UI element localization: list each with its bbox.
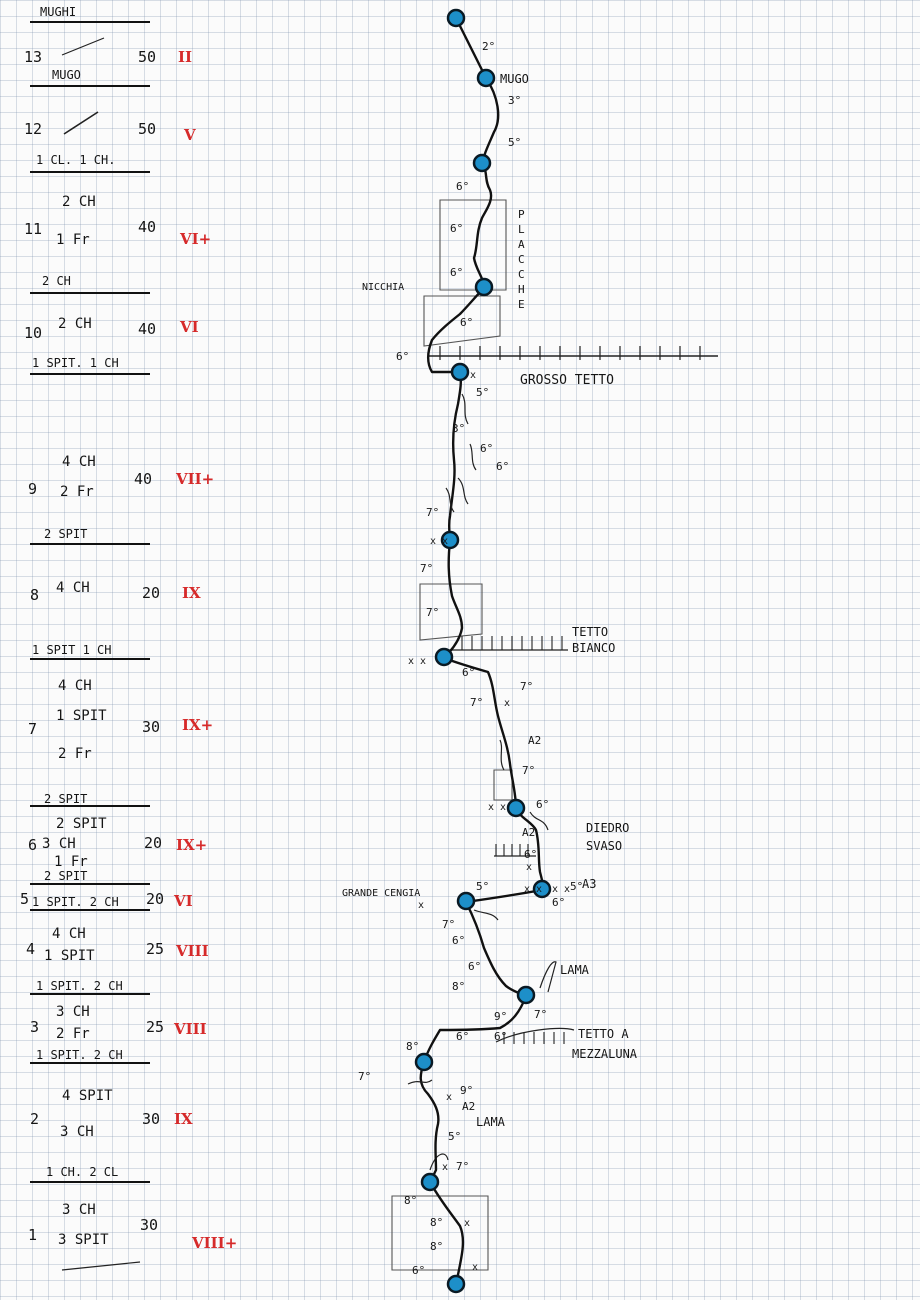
grade-label: IX — [174, 1110, 193, 1128]
belay-station[interactable] — [478, 70, 494, 86]
route-grade: 6° — [412, 1264, 426, 1277]
gear-label: 3 CH — [60, 1124, 94, 1140]
feature-labels — [342, 72, 638, 1129]
svg-text:x: x — [446, 1092, 453, 1103]
belay-station[interactable] — [422, 1174, 438, 1190]
svg-text:x x: x x — [524, 884, 543, 895]
slash-mark — [62, 38, 104, 55]
route-grade: 6° — [456, 1030, 470, 1043]
gear-label: 2 CH — [62, 194, 96, 210]
belay-label: 2 CH — [42, 274, 71, 288]
grade-label: V — [184, 126, 196, 144]
route-grade: 7° — [520, 680, 534, 693]
belay-station[interactable] — [448, 1276, 464, 1292]
placche-letter: P — [518, 208, 525, 221]
route-grade: 5° — [476, 386, 490, 399]
belay-label: MUGHI — [40, 5, 77, 19]
gear-label: 3 CH — [62, 1202, 96, 1218]
route-grade: 5° — [508, 136, 522, 149]
route-grade: 7° — [522, 764, 536, 777]
gear-label: 2 Fr — [56, 1026, 90, 1042]
belay-label: 1 CH. 2 CL — [46, 1165, 119, 1179]
crack-mark — [474, 910, 498, 920]
roof-hatching — [504, 1032, 564, 1044]
pitch-lengths — [134, 48, 164, 1234]
route-grade: 7° — [426, 506, 440, 519]
pitch-number: 3 — [30, 1018, 40, 1036]
route-grade: 7° — [456, 1160, 470, 1173]
feature-label-tetto-bianco: BIANCO — [572, 641, 616, 655]
svg-text:x: x — [470, 370, 477, 381]
pitch-number: 1 — [28, 1226, 38, 1244]
roof-line — [496, 1029, 574, 1043]
route-grade: 6° — [450, 266, 464, 279]
feature-label-placche — [518, 208, 525, 311]
route-grade: 9° — [460, 1084, 474, 1097]
route-grade: 5° — [448, 1130, 462, 1143]
route-grade: 6° — [552, 896, 566, 909]
svg-text:x x: x x — [430, 536, 449, 547]
svg-text:x: x — [472, 1262, 479, 1273]
grade-label: VII+ — [176, 470, 215, 488]
pitch-length: 20 — [146, 890, 165, 908]
pitch-length: 25 — [146, 1018, 165, 1036]
grade-label: II — [178, 48, 193, 66]
gear-label: 1 SPIT — [44, 948, 95, 964]
pitch-length: 30 — [140, 1216, 159, 1234]
belay-label: 2 SPIT — [44, 527, 88, 541]
route-grade: 6° — [496, 460, 510, 473]
pitch-number: 7 — [28, 720, 38, 738]
route-grade: 3° — [452, 422, 466, 435]
gear-label: 1 SPIT — [56, 708, 107, 724]
svg-text:x x: x x — [408, 656, 427, 667]
gear-label: 3 CH — [56, 1004, 90, 1020]
pitch-length: 20 — [142, 584, 161, 602]
belay-station[interactable] — [448, 10, 464, 26]
route-grade: 6° — [396, 350, 410, 363]
route-grade: 2° — [482, 40, 496, 53]
crack-mark — [446, 478, 468, 512]
route-grade: 5° — [476, 880, 490, 893]
gear-label: 4 SPIT — [62, 1088, 113, 1104]
belay-station[interactable] — [416, 1054, 432, 1070]
pitch-length: 40 — [138, 320, 157, 338]
gear-label: 3 SPIT — [58, 1232, 109, 1248]
feature-label-a3: A3 — [582, 877, 597, 891]
gear-label: 2 Fr — [60, 484, 94, 500]
pitch-table — [20, 5, 237, 1270]
gear-label: 1 Fr — [54, 854, 88, 870]
route-grade: 6° — [480, 442, 494, 455]
pitch-length: 30 — [142, 718, 161, 736]
route-grade: A2 — [462, 1100, 476, 1113]
belay-label: 1 SPIT. 2 CH — [36, 1048, 123, 1062]
route-grade: A2 — [528, 734, 542, 747]
feature-label-diedro: DIEDRO — [586, 821, 630, 835]
pitch-number: 2 — [30, 1110, 40, 1128]
pitch-length: 40 — [138, 218, 157, 236]
feature-label-lama: LAMA — [476, 1115, 505, 1129]
pitch-length: 25 — [146, 940, 165, 958]
pitch-number: 10 — [24, 324, 43, 342]
gear-label: 3 CH — [42, 836, 76, 852]
route-grade: 8° — [430, 1216, 444, 1229]
pitch-number: 6 — [28, 836, 38, 854]
svg-text:x: x — [464, 1218, 471, 1229]
route-grade: 6° — [462, 666, 476, 679]
route-grade: 8° — [404, 1194, 418, 1207]
route-grade: 9° — [494, 1010, 508, 1023]
svg-text:x: x — [418, 900, 425, 911]
svg-text:x x: x x — [488, 802, 507, 813]
pitch-grades — [173, 48, 237, 1252]
pitch-gear — [42, 194, 113, 1248]
feature-label-diedro: SVASO — [586, 839, 623, 853]
svg-text:x x: x x — [552, 884, 571, 895]
grade-label: IX — [182, 584, 201, 602]
route-grade: 8° — [406, 1040, 420, 1053]
gear-label: 1 Fr — [56, 232, 90, 248]
gear-label: 4 CH — [52, 926, 86, 942]
placche-letter: C — [518, 253, 525, 266]
grade-label: VIII — [174, 1020, 207, 1038]
pitch-length: 40 — [134, 470, 153, 488]
gear-label: 4 CH — [56, 580, 90, 596]
pitch-length: 50 — [138, 48, 157, 66]
feature-label-grosso-tetto: GROSSO TETTO — [520, 373, 614, 388]
grade-label: IX+ — [182, 716, 214, 734]
svg-text:x: x — [442, 1162, 449, 1173]
gear-label: 2 Fr — [58, 746, 92, 762]
svg-text:x: x — [526, 862, 533, 873]
feature-label-mugo: MUGO — [500, 72, 529, 86]
svg-text:x: x — [504, 698, 511, 709]
route-grade: 3° — [508, 94, 522, 107]
lama-flake — [540, 962, 556, 992]
belay-station[interactable] — [436, 649, 452, 665]
feature-label-nicchia: NICCHIA — [362, 282, 405, 293]
route-grade: A2 — [522, 826, 536, 839]
gear-label: 2 SPIT — [56, 816, 107, 832]
route-grade: 7° — [426, 606, 440, 619]
start-box — [392, 1196, 488, 1270]
grade-label: VI — [174, 892, 193, 910]
belay-station[interactable] — [474, 155, 490, 171]
pitch-number: 8 — [30, 586, 40, 604]
route-grade: 8° — [452, 980, 466, 993]
roof-hatching — [462, 636, 562, 650]
small-box — [494, 770, 512, 800]
belay-station[interactable] — [518, 987, 534, 1003]
belay-station[interactable] — [452, 364, 468, 380]
route-grade: 7° — [358, 1070, 372, 1083]
route-grade: 7° — [534, 1008, 548, 1021]
slash-mark — [62, 1262, 140, 1270]
route-grade: 7° — [442, 918, 456, 931]
placche-letter: A — [518, 238, 525, 251]
gear-label: 4 CH — [62, 454, 96, 470]
placche-letter: C — [518, 268, 525, 281]
feature-label-tetto-mezzaluna: TETTO A — [578, 1027, 629, 1041]
belay-label: 1 SPIT. 1 CH — [32, 356, 119, 370]
route-grade: 5° — [570, 880, 584, 893]
belay-label: 2 SPIT — [44, 869, 88, 883]
belay-stations — [416, 10, 550, 1292]
gear-label: 4 CH — [58, 678, 92, 694]
route-grade-annotations — [358, 40, 583, 1277]
route-grade: 6° — [456, 180, 470, 193]
pitch-length: 30 — [142, 1110, 161, 1128]
pitch-number: 13 — [24, 48, 43, 66]
placche-letter: L — [518, 223, 525, 236]
belay-label: 1 SPIT. 2 CH — [32, 895, 119, 909]
route-grade: 7° — [470, 696, 484, 709]
gear-label: 2 CH — [58, 316, 92, 332]
grade-label: IX+ — [176, 836, 208, 854]
pitch-number: 4 — [26, 940, 36, 958]
route-grade: 6° — [460, 316, 474, 329]
route-grade: 6° — [450, 222, 464, 235]
route-grade: 6° — [536, 798, 550, 811]
pitch-length: 20 — [144, 834, 163, 852]
slash-mark — [64, 112, 98, 134]
route-grade: 6° — [524, 848, 538, 861]
route-grade: 6° — [468, 960, 482, 973]
pitch-number: 9 — [28, 480, 38, 498]
belay-label: 1 SPIT 1 CH — [32, 643, 112, 657]
crack-mark — [500, 740, 504, 770]
belay-station[interactable] — [508, 800, 524, 816]
roof-hatching — [440, 346, 700, 360]
grade-label: VI — [180, 318, 199, 336]
pitch-number: 12 — [24, 120, 43, 138]
grade-label: VIII — [176, 942, 209, 960]
route-topo — [342, 10, 718, 1292]
feature-label-tetto-bianco: TETTO — [572, 625, 609, 639]
pitch-length: 50 — [138, 120, 157, 138]
belay-label: 1 CL. 1 CH. — [36, 153, 116, 167]
route-grade: 7° — [420, 562, 434, 575]
belay-station[interactable] — [476, 279, 492, 295]
pitch-number: 5 — [20, 890, 30, 908]
placche-letter: H — [518, 283, 525, 296]
feature-label-grande-cengia: GRANDE CENGIA — [342, 888, 421, 899]
route-grade: 6° — [494, 1030, 508, 1043]
belay-label: MUGO — [52, 68, 81, 82]
belay-label: 2 SPIT — [44, 792, 88, 806]
belay-station[interactable] — [458, 893, 474, 909]
feature-label-lama: LAMA — [560, 963, 589, 977]
grade-label: VI+ — [180, 230, 212, 248]
feature-label-tetto-mezzaluna: MEZZALUNA — [572, 1047, 638, 1061]
belay-label: 1 SPIT. 2 CH — [36, 979, 123, 993]
route-grade: 6° — [452, 934, 466, 947]
placche-letter: E — [518, 298, 525, 311]
grade-label: VIII+ — [192, 1234, 238, 1252]
pitch-number: 11 — [24, 220, 43, 238]
route-grade: 8° — [430, 1240, 444, 1253]
